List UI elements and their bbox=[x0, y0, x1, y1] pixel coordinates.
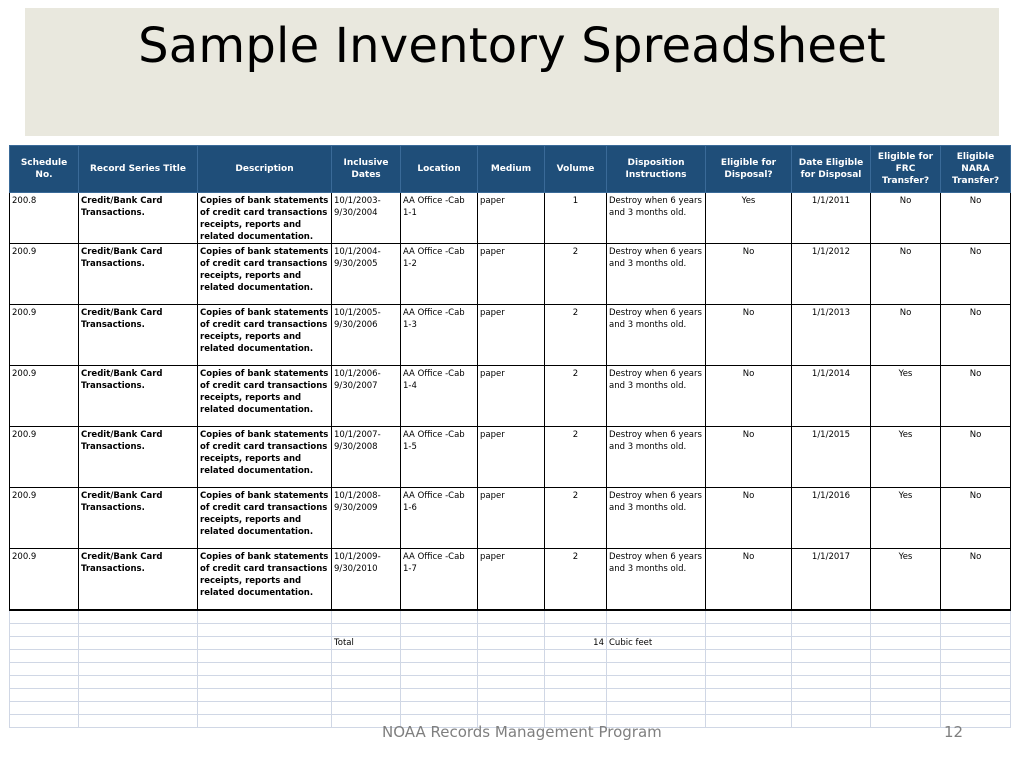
cell-volume: 2 bbox=[545, 244, 607, 305]
cell-disposition: Destroy when 6 years and 3 months old. bbox=[607, 427, 706, 488]
cell-nara-transfer: No bbox=[941, 193, 1011, 244]
cell-inclusive-dates: 10/1/2003-9/30/2004 bbox=[332, 193, 401, 244]
empty-row bbox=[10, 624, 1011, 637]
cell-volume: 2 bbox=[545, 549, 607, 611]
cell-inclusive-dates: 10/1/2008-9/30/2009 bbox=[332, 488, 401, 549]
cell-medium: paper bbox=[478, 549, 545, 611]
cell-location: AA Office -Cab 1-5 bbox=[401, 427, 478, 488]
cell-frc-transfer: No bbox=[871, 244, 941, 305]
cell-eligible-disposal: No bbox=[706, 366, 792, 427]
cell-frc-transfer: Yes bbox=[871, 366, 941, 427]
cell-volume: 2 bbox=[545, 488, 607, 549]
cell-volume: 2 bbox=[545, 305, 607, 366]
header-volume: Volume bbox=[545, 146, 607, 193]
cell-disposition: Destroy when 6 years and 3 months old. bbox=[607, 193, 706, 244]
cell-disposition: Destroy when 6 years and 3 months old. bbox=[607, 305, 706, 366]
header-record-series-title: Record Series Title bbox=[79, 146, 198, 193]
table-row bbox=[10, 488, 1011, 549]
cell-date-eligible: 1/1/2014 bbox=[792, 366, 871, 427]
cell-inclusive-dates: 10/1/2004-9/30/2005 bbox=[332, 244, 401, 305]
page-number: 12 bbox=[944, 723, 964, 741]
cell-eligible-disposal: No bbox=[706, 305, 792, 366]
header-medium: Medium bbox=[478, 146, 545, 193]
cell-nara-transfer: No bbox=[941, 427, 1011, 488]
total-row bbox=[10, 637, 1011, 650]
cell-disposition: Destroy when 6 years and 3 months old. bbox=[607, 366, 706, 427]
cell-eligible-disposal: Yes bbox=[706, 193, 792, 244]
table-row bbox=[10, 427, 1011, 488]
cell-schedule-no: 200.9 bbox=[10, 427, 79, 488]
cell-schedule-no: 200.9 bbox=[10, 366, 79, 427]
cell-record-series-title: Credit/Bank Card Transactions. bbox=[79, 193, 198, 244]
empty-row bbox=[10, 676, 1011, 689]
cell-record-series-title: Credit/Bank Card Transactions. bbox=[79, 488, 198, 549]
table-row bbox=[10, 366, 1011, 427]
cell-eligible-disposal: No bbox=[706, 488, 792, 549]
cell-nara-transfer: No bbox=[941, 244, 1011, 305]
cell-date-eligible: 1/1/2011 bbox=[792, 193, 871, 244]
cell-medium: paper bbox=[478, 244, 545, 305]
cell-inclusive-dates: 10/1/2006-9/30/2007 bbox=[332, 366, 401, 427]
cell-description: Copies of bank statements of credit card transactions receipts, reports and related documentation. bbox=[198, 305, 332, 366]
cell-date-eligible: 1/1/2015 bbox=[792, 427, 871, 488]
cell-location: AA Office -Cab 1-3 bbox=[401, 305, 478, 366]
total-volume: 14 bbox=[545, 637, 607, 650]
header-disposition-instructions: Disposition Instructions bbox=[607, 146, 706, 193]
cell-frc-transfer: Yes bbox=[871, 549, 941, 611]
cell-date-eligible: 1/1/2013 bbox=[792, 305, 871, 366]
cell-location: AA Office -Cab 1-6 bbox=[401, 488, 478, 549]
empty-row bbox=[10, 650, 1011, 663]
cell-nara-transfer: No bbox=[941, 366, 1011, 427]
header-row bbox=[10, 146, 1011, 193]
header-inclusive-dates: Inclusive Dates bbox=[332, 146, 401, 193]
cell-record-series-title: Credit/Bank Card Transactions. bbox=[79, 366, 198, 427]
cell-eligible-disposal: No bbox=[706, 549, 792, 611]
header-description: Description bbox=[198, 146, 332, 193]
cell-schedule-no: 200.8 bbox=[10, 193, 79, 244]
total-unit: Cubic feet bbox=[607, 637, 706, 650]
cell-description: Copies of bank statements of credit card transactions receipts, reports and related documentation. bbox=[198, 244, 332, 305]
table-row bbox=[10, 193, 1011, 244]
cell-location: AA Office -Cab 1-7 bbox=[401, 549, 478, 611]
cell-medium: paper bbox=[478, 366, 545, 427]
cell-description: Copies of bank statements of credit card transactions receipts, reports and related documentation. bbox=[198, 427, 332, 488]
header-eligible-nara-transfer: Eligible NARA Transfer? bbox=[941, 146, 1011, 193]
cell-date-eligible: 1/1/2017 bbox=[792, 549, 871, 611]
table-row bbox=[10, 305, 1011, 366]
cell-frc-transfer: Yes bbox=[871, 427, 941, 488]
cell-date-eligible: 1/1/2016 bbox=[792, 488, 871, 549]
header-schedule-no: Schedule No. bbox=[10, 146, 79, 193]
cell-inclusive-dates: 10/1/2007-9/30/2008 bbox=[332, 427, 401, 488]
cell-disposition: Destroy when 6 years and 3 months old. bbox=[607, 488, 706, 549]
header-date-eligible-for-disposal: Date Eligible for Disposal bbox=[792, 146, 871, 193]
cell-disposition: Destroy when 6 years and 3 months old. bbox=[607, 244, 706, 305]
cell-medium: paper bbox=[478, 427, 545, 488]
cell-record-series-title: Credit/Bank Card Transactions. bbox=[79, 549, 198, 611]
cell-nara-transfer: No bbox=[941, 549, 1011, 611]
cell-schedule-no: 200.9 bbox=[10, 244, 79, 305]
slide-title: Sample Inventory Spreadsheet bbox=[138, 18, 886, 74]
cell-frc-transfer: Yes bbox=[871, 488, 941, 549]
title-banner bbox=[25, 8, 999, 136]
cell-schedule-no: 200.9 bbox=[10, 549, 79, 611]
table-row bbox=[10, 549, 1011, 611]
cell-disposition: Destroy when 6 years and 3 months old. bbox=[607, 549, 706, 611]
cell-eligible-disposal: No bbox=[706, 244, 792, 305]
cell-record-series-title: Credit/Bank Card Transactions. bbox=[79, 244, 198, 305]
cell-schedule-no: 200.9 bbox=[10, 305, 79, 366]
empty-row bbox=[10, 663, 1011, 676]
cell-eligible-disposal: No bbox=[706, 427, 792, 488]
empty-row bbox=[10, 610, 1011, 624]
cell-frc-transfer: No bbox=[871, 193, 941, 244]
cell-nara-transfer: No bbox=[941, 305, 1011, 366]
cell-description: Copies of bank statements of credit card transactions receipts, reports and related documentation. bbox=[198, 193, 332, 244]
cell-description: Copies of bank statements of credit card transactions receipts, reports and related documentation. bbox=[198, 488, 332, 549]
cell-nara-transfer: No bbox=[941, 488, 1011, 549]
cell-schedule-no: 200.9 bbox=[10, 488, 79, 549]
cell-volume: 2 bbox=[545, 427, 607, 488]
cell-frc-transfer: No bbox=[871, 305, 941, 366]
cell-volume: 2 bbox=[545, 366, 607, 427]
header-location: Location bbox=[401, 146, 478, 193]
cell-medium: paper bbox=[478, 488, 545, 549]
header-eligible-for-disposal: Eligible for Disposal? bbox=[706, 146, 792, 193]
inventory-table bbox=[9, 145, 1011, 728]
cell-description: Copies of bank statements of credit card transactions receipts, reports and related documentation. bbox=[198, 549, 332, 611]
cell-inclusive-dates: 10/1/2005-9/30/2006 bbox=[332, 305, 401, 366]
cell-record-series-title: Credit/Bank Card Transactions. bbox=[79, 427, 198, 488]
table-row bbox=[10, 244, 1011, 305]
empty-row bbox=[10, 689, 1011, 702]
header-eligible-frc-transfer: Eligible for FRC Transfer? bbox=[871, 146, 941, 193]
cell-medium: paper bbox=[478, 193, 545, 244]
cell-location: AA Office -Cab 1-4 bbox=[401, 366, 478, 427]
cell-location: AA Office -Cab 1-1 bbox=[401, 193, 478, 244]
footer-text: NOAA Records Management Program bbox=[382, 723, 662, 741]
cell-date-eligible: 1/1/2012 bbox=[792, 244, 871, 305]
cell-medium: paper bbox=[478, 305, 545, 366]
total-label: Total bbox=[332, 637, 401, 650]
cell-volume: 1 bbox=[545, 193, 607, 244]
cell-description: Copies of bank statements of credit card transactions receipts, reports and related documentation. bbox=[198, 366, 332, 427]
cell-inclusive-dates: 10/1/2009-9/30/2010 bbox=[332, 549, 401, 611]
empty-row bbox=[10, 702, 1011, 715]
cell-record-series-title: Credit/Bank Card Transactions. bbox=[79, 305, 198, 366]
cell-location: AA Office -Cab 1-2 bbox=[401, 244, 478, 305]
